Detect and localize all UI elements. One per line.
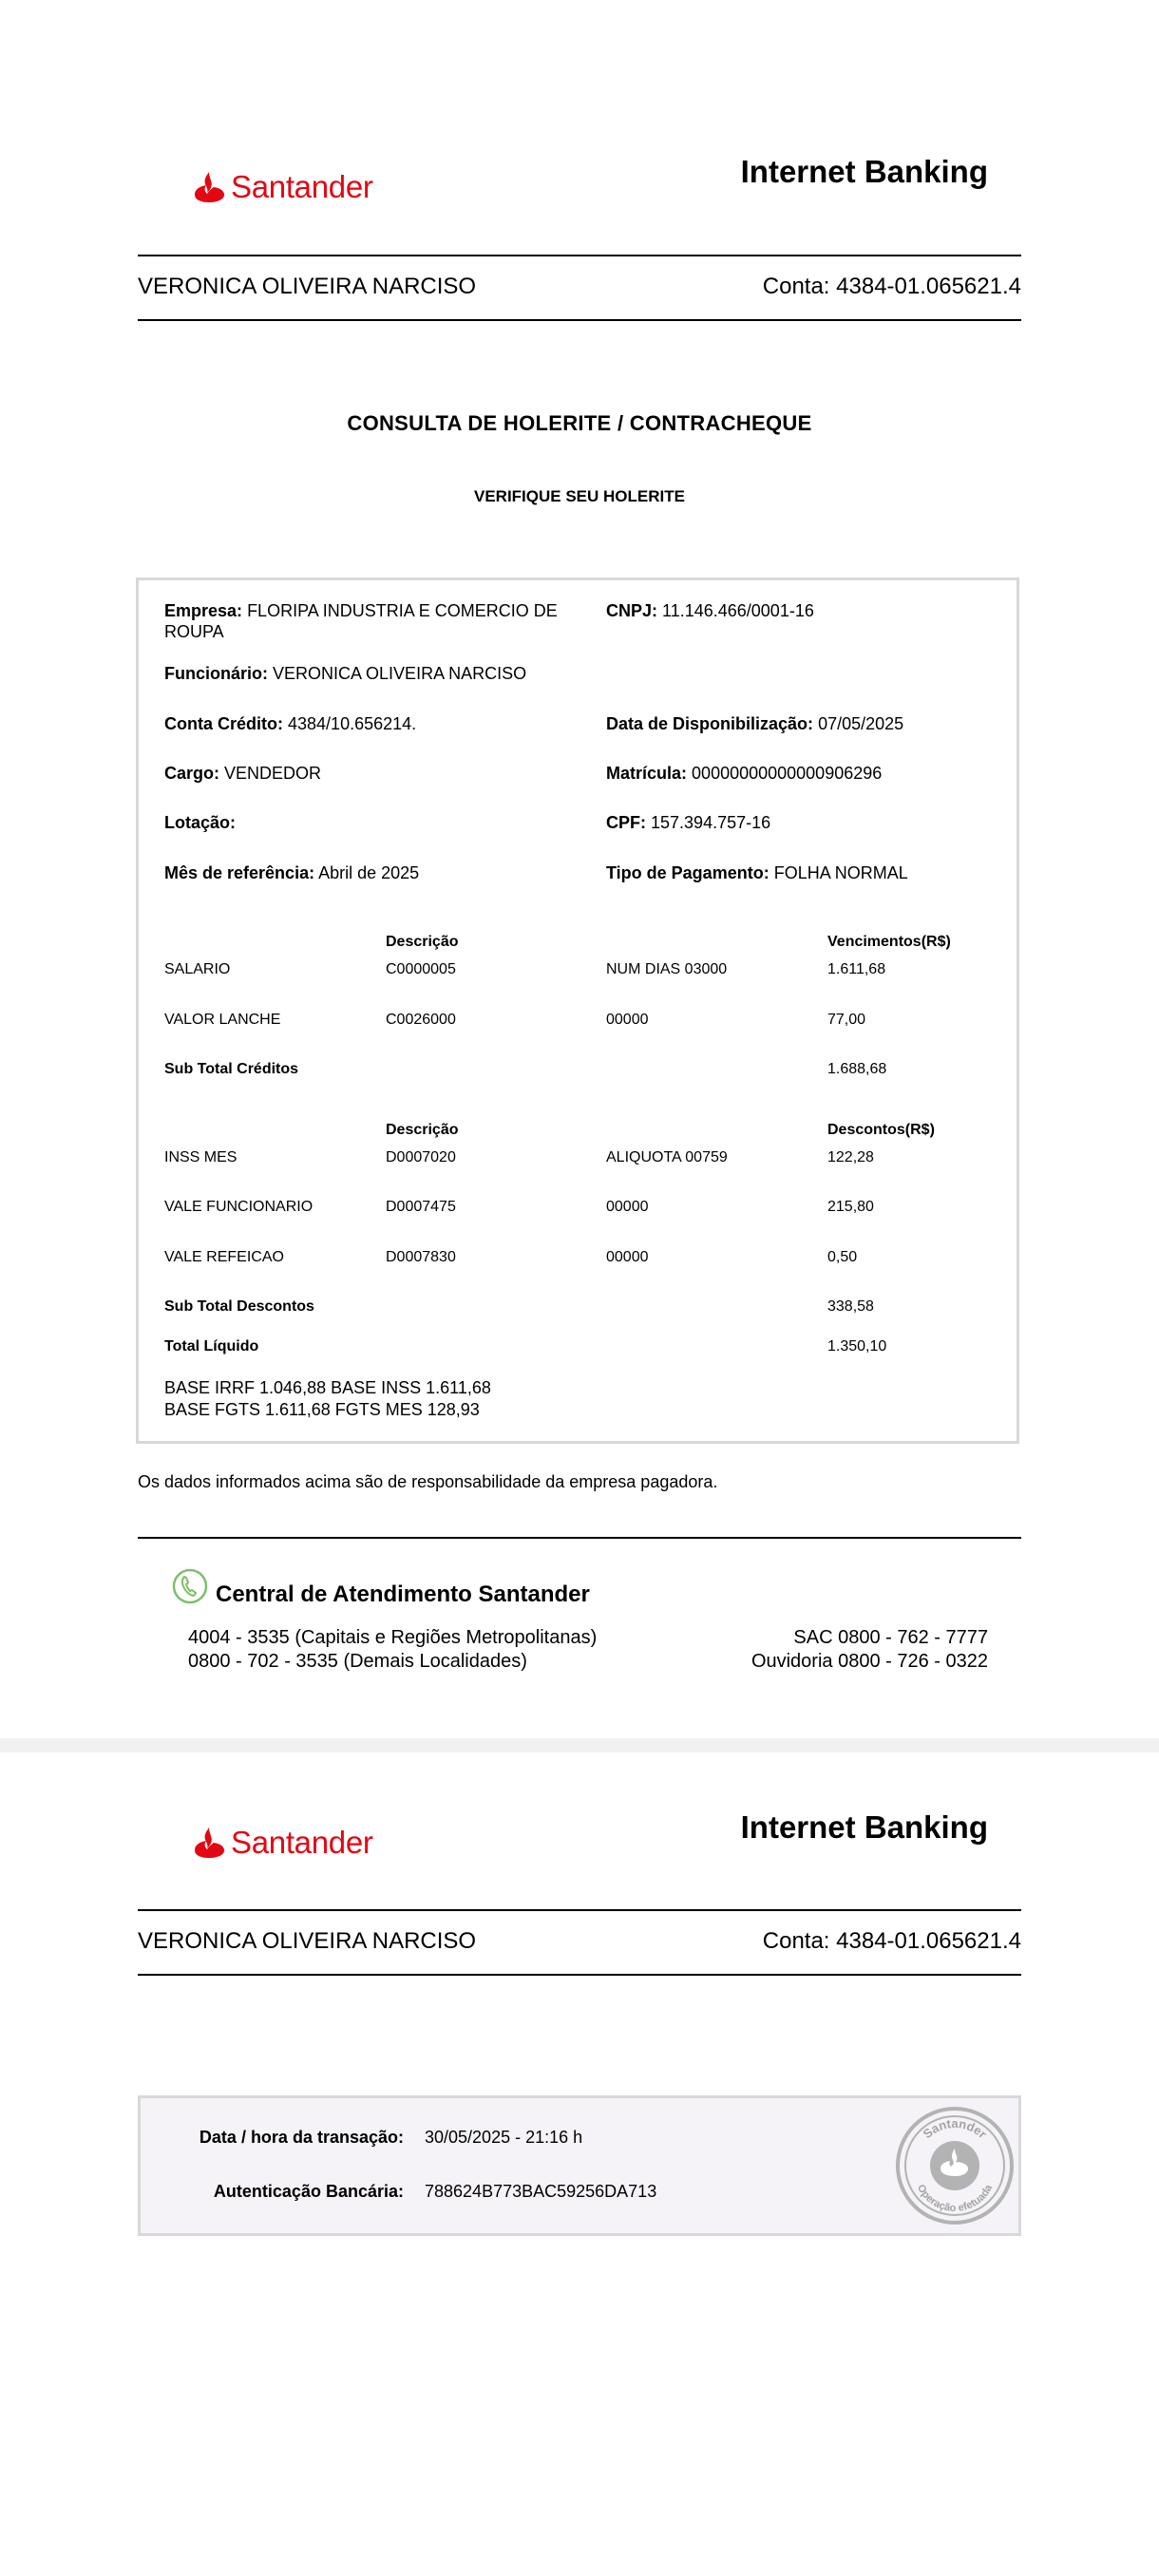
santander-logo	[193, 1825, 373, 1861]
phone-sac: SAC 0800 - 762 - 7777	[793, 1627, 988, 1648]
matricula-value: 00000000000000906296	[692, 764, 883, 783]
phone-capitais: 4004 - 3535 (Capitais e Regiões Metropolitanas)	[188, 1627, 598, 1648]
lotacao-field	[164, 812, 236, 833]
empresa-value-line1: FLORIPA INDUSTRIA E COMERCIO DE	[247, 601, 558, 620]
creditos-header-desc: Descrição	[386, 934, 459, 950]
credito-code: C0000005	[386, 961, 456, 977]
transaction-date-label-wrap	[138, 2128, 404, 2150]
divider	[138, 255, 1021, 256]
credito-ref: NUM DIAS 03000	[606, 961, 728, 977]
total-liquido-label: Total Líquido	[164, 1338, 259, 1354]
internet-banking-title: Internet Banking	[740, 154, 988, 189]
credito-name: VALOR LANCHE	[164, 1012, 281, 1028]
empresa-label: Empresa:	[164, 601, 243, 620]
divider	[138, 1974, 1021, 1976]
customer-name: VERONICA OLIVEIRA NARCISO	[138, 1928, 477, 1954]
phone-icon	[171, 1567, 209, 1605]
auth-label-wrap	[138, 2182, 404, 2205]
tipo-value: FOLHA NORMAL	[773, 863, 908, 882]
transaction-date-label: Data / hora da transação:	[199, 2128, 404, 2147]
page-separator	[0, 1738, 1159, 1752]
desconto-name: VALE REFEICAO	[164, 1249, 284, 1265]
desconto-ref: ALIQUOTA 00759	[606, 1149, 728, 1165]
divider	[138, 1909, 1021, 1911]
total-liquido-value: 1.350,10	[827, 1338, 887, 1354]
cpf-value: 157.394.757-16	[651, 813, 771, 832]
subtotal-creditos-value: 1.688,68	[827, 1061, 887, 1077]
santander-logo	[193, 169, 373, 205]
cnpj-field	[606, 600, 814, 621]
subtotal-descontos-value: 338,58	[827, 1298, 874, 1315]
descontos-header-value: Descontos(R$)	[827, 1122, 935, 1138]
subtotal-creditos-label: Sub Total Créditos	[164, 1061, 299, 1077]
cnpj-value: 11.146.466/0001-16	[662, 601, 814, 620]
desconto-value: 215,80	[827, 1199, 874, 1215]
stamp-bottom-text: Operação efetuada	[914, 2183, 996, 2215]
logo-text: Santander	[231, 169, 373, 204]
credito-value: 77,00	[827, 1012, 866, 1028]
empresa-field	[164, 600, 582, 642]
disponibilizacao-value: 07/05/2025	[818, 714, 904, 733]
divider	[138, 1537, 1021, 1539]
logo-text: Santander	[231, 1825, 373, 1860]
desconto-name: INSS MES	[164, 1149, 238, 1165]
stamp-top-text: Santander	[920, 2116, 990, 2142]
svg-text:Santander	[921, 2116, 990, 2141]
central-atendimento-title: Central de Atendimento Santander	[216, 1582, 590, 1607]
auth-value: 788624B773BAC59256DA713	[425, 2182, 657, 2201]
desconto-ref: 00000	[606, 1249, 649, 1265]
subtotal-descontos-label: Sub Total Descontos	[164, 1298, 314, 1315]
customer-name: VERONICA OLIVEIRA NARCISO	[138, 274, 477, 299]
tipo-label: Tipo de Pagamento:	[606, 863, 770, 882]
empresa-value-line2: ROUPA	[164, 622, 224, 641]
transaction-box	[138, 2095, 1021, 2236]
conta-credito-field	[164, 713, 416, 734]
cpf-label: CPF:	[606, 813, 646, 832]
flame-icon	[193, 170, 225, 204]
credito-code: C0026000	[386, 1012, 456, 1028]
base-line-1: BASE IRRF 1.046,88 BASE INSS 1.611,68	[164, 1378, 491, 1397]
cargo-value: VENDEDOR	[224, 764, 322, 783]
credito-ref: 00000	[606, 1012, 649, 1028]
disclaimer-text: Os dados informados acima são de responsabilidade da empresa pagadora.	[138, 1472, 718, 1491]
phone-ouvidoria: Ouvidoria 0800 - 726 - 0322	[750, 1651, 988, 1672]
desconto-value: 122,28	[827, 1149, 874, 1165]
document-subtitle: VERIFIQUE SEU HOLERITE	[474, 487, 685, 505]
phone-demais: 0800 - 702 - 3535 (Demais Localidades)	[188, 1651, 527, 1672]
auth-label: Autenticação Bancária:	[213, 2182, 404, 2201]
account-number: Conta: 4384-01.065621.4	[762, 274, 1021, 299]
desconto-name: VALE FUNCIONARIO	[164, 1199, 314, 1215]
matricula-label: Matrícula:	[606, 764, 688, 783]
creditos-header-value: Vencimentos(R$)	[827, 934, 951, 950]
cnpj-label: CNPJ:	[606, 601, 658, 620]
disponibilizacao-label: Data de Disponibilização:	[606, 714, 814, 733]
divider	[138, 319, 1021, 321]
credito-name: SALARIO	[164, 961, 231, 977]
cpf-field	[606, 812, 770, 833]
descontos-header-desc: Descrição	[386, 1122, 459, 1138]
cargo-field	[164, 763, 321, 784]
cargo-label: Cargo:	[164, 764, 219, 783]
funcionario-field	[164, 663, 526, 684]
conta-credito-value: 4384/10.656214.	[288, 714, 417, 733]
base-values	[164, 1377, 491, 1421]
account-number: Conta: 4384-01.065621.4	[762, 1928, 1021, 1954]
conta-credito-label: Conta Crédito:	[164, 714, 283, 733]
flame-icon	[193, 1826, 225, 1860]
funcionario-label: Funcionário:	[164, 664, 268, 683]
matricula-field	[606, 763, 882, 784]
mes-value: Abril de 2025	[318, 863, 420, 882]
credito-value: 1.611,68	[827, 961, 886, 977]
base-line-2: BASE FGTS 1.611,68 FGTS MES 128,93	[164, 1400, 480, 1419]
transaction-date-value: 30/05/2025 - 21:16 h	[425, 2128, 583, 2147]
santander-stamp-icon	[893, 2104, 1016, 2227]
desconto-code: D0007475	[386, 1199, 456, 1215]
mes-referencia-field	[164, 862, 419, 883]
document-title: CONSULTA DE HOLERITE / CONTRACHEQUE	[347, 411, 812, 435]
desconto-code: D0007020	[386, 1149, 456, 1165]
funcionario-value: VERONICA OLIVEIRA NARCISO	[273, 664, 527, 683]
disponibilizacao-field	[606, 713, 903, 734]
tipo-pagamento-field	[606, 862, 908, 883]
internet-banking-title: Internet Banking	[740, 1809, 988, 1845]
desconto-value: 0,50	[827, 1249, 858, 1265]
desconto-code: D0007830	[386, 1249, 456, 1265]
lotacao-label: Lotação:	[164, 813, 237, 832]
mes-label: Mês de referência:	[164, 863, 315, 882]
desconto-ref: 00000	[606, 1199, 649, 1215]
